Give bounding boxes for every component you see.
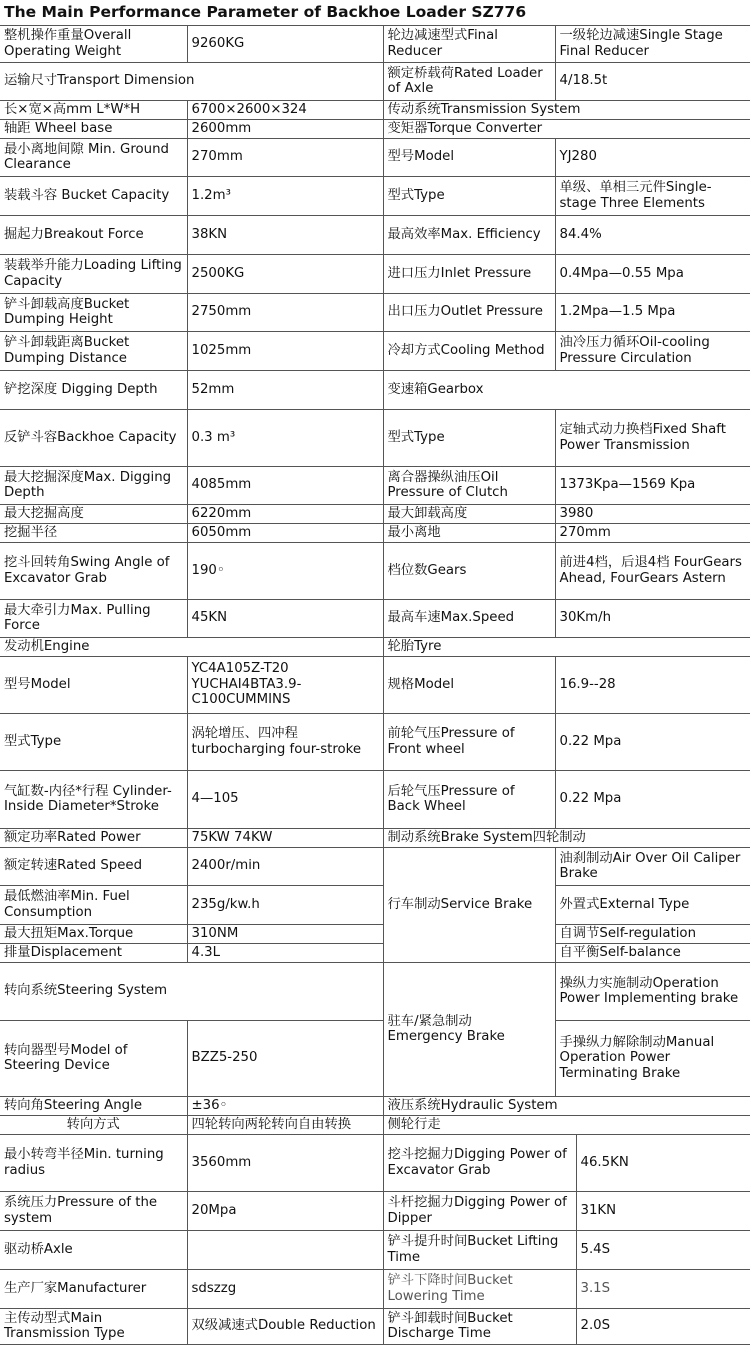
cell-value: 45KN xyxy=(187,599,383,637)
cell-label: 额定转速Rated Speed xyxy=(0,847,187,885)
table-row xyxy=(0,1308,750,1344)
table-row xyxy=(0,847,750,885)
cell-label: 最大挖掘深度Max. Digging Depth xyxy=(0,466,187,504)
cell-label: 型式Type xyxy=(383,409,555,466)
table-row xyxy=(0,119,750,138)
cell-value: 270mm xyxy=(555,523,750,542)
cell-label: 装载斗容 Bucket Capacity xyxy=(0,176,187,215)
cell-value: sdszzg xyxy=(187,1269,383,1308)
cell-value: 1373Kpa—1569 Kpa xyxy=(555,466,750,504)
cell-label: 运输尺寸Transport Dimension xyxy=(0,62,383,100)
cell-label: 最大扭矩Max.Torque xyxy=(0,924,187,943)
cell-value xyxy=(187,1230,383,1269)
cell-label: 气缸数-内径*行程 Cylinder-Inside Diameter*Stroke xyxy=(0,770,187,828)
table-row xyxy=(0,924,750,943)
cell-label: 转向角Steering Angle xyxy=(0,1096,187,1115)
table-row xyxy=(0,176,750,215)
cell-value: 前进4档，后退4档 FourGears Ahead, FourGears Astern xyxy=(555,542,750,599)
cell-label: 铲斗卸载距离Bucket Dumping Distance xyxy=(0,331,187,370)
cell-value: 20Mpa xyxy=(187,1191,383,1230)
cell-value: 46.5KN xyxy=(576,1134,750,1191)
cell-value: 涡轮增压、四冲程 turbocharging four-stroke xyxy=(187,713,383,770)
cell-label: 额定功率Rated Power xyxy=(0,828,187,847)
table-row xyxy=(0,1230,750,1269)
cell-label: 行车制动Service Brake xyxy=(383,847,555,962)
section-header: 传动系统Transmission System xyxy=(383,100,750,119)
cell-value: 0.22 Mpa xyxy=(555,770,750,828)
cell-label: 档位数Gears xyxy=(383,542,555,599)
table-row xyxy=(0,885,750,924)
cell-value: ±36◦ xyxy=(187,1096,383,1115)
section-header: 液压系统Hydraulic System xyxy=(383,1096,750,1115)
cell-label: 冷却方式Cooling Method xyxy=(383,331,555,370)
cell-label: 最高效率Max. Efficiency xyxy=(383,215,555,254)
cell-label: 斗杆挖掘力Digging Power of Dipper xyxy=(383,1191,576,1230)
cell-label: 铲斗卸载时间Bucket Discharge Time xyxy=(383,1308,576,1344)
cell-value: 6700×2600×324 xyxy=(187,100,383,119)
cell-label: 系统压力Pressure of the system xyxy=(0,1191,187,1230)
cell-value: 235g/kw.h xyxy=(187,885,383,924)
cell-value: 84.4% xyxy=(555,215,750,254)
cell-label: 轴距 Wheel base xyxy=(0,119,187,138)
cell-value: 单级、单相三元件Single-stage Three Elements xyxy=(555,176,750,215)
cell-label: 主传动型式Main Transmission Type xyxy=(0,1308,187,1344)
cell-label: 最低燃油率Min. Fuel Consumption xyxy=(0,885,187,924)
table-row xyxy=(0,1096,750,1115)
page-title: The Main Performance Parameter of Backhoe Loader SZ776 xyxy=(0,0,750,26)
cell-value: 操纵力实施制动Operation Power Implementing brake xyxy=(555,962,750,1020)
table-row xyxy=(0,1020,750,1096)
spec-table xyxy=(0,26,750,1345)
table-row xyxy=(0,1115,750,1134)
cell-label: 轮边减速型式Final Reducer xyxy=(383,26,555,62)
cell-value: 75KW 74KW xyxy=(187,828,383,847)
cell-value: 2.0S xyxy=(576,1308,750,1344)
cell-label: 铲斗下降时间Bucket Lowering Time xyxy=(383,1269,576,1308)
table-row xyxy=(0,943,750,962)
section-header: 轮胎Tyre xyxy=(383,637,750,656)
cell-label: 离合器操纵油压Oil Pressure of Clutch xyxy=(383,466,555,504)
section-header: 转向系统Steering System xyxy=(0,962,383,1020)
cell-label: 排量Displacement xyxy=(0,943,187,962)
cell-value: 1.2m³ xyxy=(187,176,383,215)
cell-value: 31KN xyxy=(576,1191,750,1230)
cell-label: 额定桥载荷Rated Loader of Axle xyxy=(383,62,555,100)
table-row xyxy=(0,637,750,656)
section-header: 变矩器Torque Converter xyxy=(383,119,750,138)
cell-value: 0.4Mpa—0.55 Mpa xyxy=(555,254,750,293)
cell-value: 3.1S xyxy=(576,1269,750,1308)
cell-label: 规格Model xyxy=(383,656,555,713)
table-row xyxy=(0,713,750,770)
cell-value: 270mm xyxy=(187,138,383,176)
cell-value: 30Km/h xyxy=(555,599,750,637)
cell-value: 16.9--28 xyxy=(555,656,750,713)
cell-label: 反铲斗容Backhoe Capacity xyxy=(0,409,187,466)
cell-value: 0.3 m³ xyxy=(187,409,383,466)
cell-value: 2500KG xyxy=(187,254,383,293)
cell-label: 整机操作重量Overall Operating Weight xyxy=(0,26,187,62)
cell-label: 转向器型号Model of Steering Device xyxy=(0,1020,187,1096)
table-row xyxy=(0,26,750,62)
cell-label: 最大卸载高度 xyxy=(383,504,555,523)
cell-value: 侧轮行走 xyxy=(383,1115,750,1134)
table-row xyxy=(0,466,750,504)
cell-value: 定轴式动力换档Fixed Shaft Power Transmission xyxy=(555,409,750,466)
table-row xyxy=(0,370,750,409)
cell-value: 2600mm xyxy=(187,119,383,138)
cell-value: 38KN xyxy=(187,215,383,254)
cell-label: 挖斗挖掘力Digging Power of Excavator Grab xyxy=(383,1134,576,1191)
cell-value: 4—105 xyxy=(187,770,383,828)
cell-value: 5.4S xyxy=(576,1230,750,1269)
table-row xyxy=(0,1134,750,1191)
table-row xyxy=(0,100,750,119)
section-header: 变速箱Gearbox xyxy=(383,370,750,409)
cell-label: 驻车/紧急制动 Emergency Brake xyxy=(383,962,555,1096)
table-row xyxy=(0,215,750,254)
cell-label: 后轮气压Pressure of Back Wheel xyxy=(383,770,555,828)
table-row xyxy=(0,331,750,370)
cell-label: 挖斗回转角Swing Angle of Excavator Grab xyxy=(0,542,187,599)
section-header: 发动机Engine xyxy=(0,637,383,656)
cell-value: 310NM xyxy=(187,924,383,943)
table-row xyxy=(0,62,750,100)
cell-label: 掘起力Breakout Force xyxy=(0,215,187,254)
cell-label: 最高车速Max.Speed xyxy=(383,599,555,637)
table-row xyxy=(0,138,750,176)
cell-label: 驱动桥Axle xyxy=(0,1230,187,1269)
cell-value: 2750mm xyxy=(187,293,383,331)
cell-value: 自调节Self-regulation xyxy=(555,924,750,943)
cell-label: 型式Type xyxy=(383,176,555,215)
cell-label: 挖掘半径 xyxy=(0,523,187,542)
cell-label: 长×宽×高mm L*W*H xyxy=(0,100,187,119)
cell-value: 6220mm xyxy=(187,504,383,523)
table-row xyxy=(0,293,750,331)
cell-value: YJ280 xyxy=(555,138,750,176)
cell-value: BZZ5-250 xyxy=(187,1020,383,1096)
cell-value: 手操纵力解除制动Manual Operation Power Terminating Brake xyxy=(555,1020,750,1096)
cell-value: 一级轮边减速Single Stage Final Reducer xyxy=(555,26,750,62)
cell-label: 型号Model xyxy=(383,138,555,176)
table-row xyxy=(0,254,750,293)
cell-value: 油刹制动Air Over Oil Caliper Brake xyxy=(555,847,750,885)
cell-value: 1.2Mpa—1.5 Mpa xyxy=(555,293,750,331)
cell-value: 3560mm xyxy=(187,1134,383,1191)
cell-value: 外置式External Type xyxy=(555,885,750,924)
cell-label: 最小转弯半径Min. turning radius xyxy=(0,1134,187,1191)
cell-label: 装载举升能力Loading Lifting Capacity xyxy=(0,254,187,293)
cell-label: 铲斗卸载高度Bucket Dumping Height xyxy=(0,293,187,331)
cell-value: YC4A105Z-T20 YUCHAI4BTA3.9-C100CUMMINS xyxy=(187,656,383,713)
cell-label: 型号Model xyxy=(0,656,187,713)
cell-label: 最小离地间隙 Min. Ground Clearance xyxy=(0,138,187,176)
cell-label: 最大牵引力Max. Pulling Force xyxy=(0,599,187,637)
cell-value: 4/18.5t xyxy=(555,62,750,100)
table-row xyxy=(0,1269,750,1308)
cell-label: 出口压力Outlet Pressure xyxy=(383,293,555,331)
cell-label: 前轮气压Pressure of Front wheel xyxy=(383,713,555,770)
table-row xyxy=(0,1191,750,1230)
cell-value: 双级减速式Double Reduction xyxy=(187,1308,383,1344)
cell-label: 最小离地 xyxy=(383,523,555,542)
cell-label: 生产厂家Manufacturer xyxy=(0,1269,187,1308)
table-row xyxy=(0,770,750,828)
section-header: 制动系统Brake System四轮制动 xyxy=(383,828,750,847)
cell-label: 铲斗提升时间Bucket Lifting Time xyxy=(383,1230,576,1269)
cell-label: 转向方式 xyxy=(0,1115,187,1134)
cell-label: 进口压力Inlet Pressure xyxy=(383,254,555,293)
cell-value: 1025mm xyxy=(187,331,383,370)
cell-label: 铲挖深度 Digging Depth xyxy=(0,370,187,409)
table-row xyxy=(0,409,750,466)
cell-value: 3980 xyxy=(555,504,750,523)
table-row xyxy=(0,542,750,599)
table-row xyxy=(0,962,750,1020)
cell-value: 52mm xyxy=(187,370,383,409)
cell-label: 最大挖掘高度 xyxy=(0,504,187,523)
cell-value: 9260KG xyxy=(187,26,383,62)
table-row xyxy=(0,656,750,713)
cell-value: 6050mm xyxy=(187,523,383,542)
cell-value: 190◦ xyxy=(187,542,383,599)
cell-value: 4.3L xyxy=(187,943,383,962)
cell-value: 四轮转向两轮转向自由转换 xyxy=(187,1115,383,1134)
cell-value: 油冷压力循环Oil-cooling Pressure Circulation xyxy=(555,331,750,370)
table-row xyxy=(0,523,750,542)
table-row xyxy=(0,828,750,847)
cell-value: 2400r/min xyxy=(187,847,383,885)
cell-label: 型式Type xyxy=(0,713,187,770)
table-row xyxy=(0,504,750,523)
cell-value: 0.22 Mpa xyxy=(555,713,750,770)
cell-value: 自平衡Self-balance xyxy=(555,943,750,962)
table-row xyxy=(0,599,750,637)
cell-value: 4085mm xyxy=(187,466,383,504)
